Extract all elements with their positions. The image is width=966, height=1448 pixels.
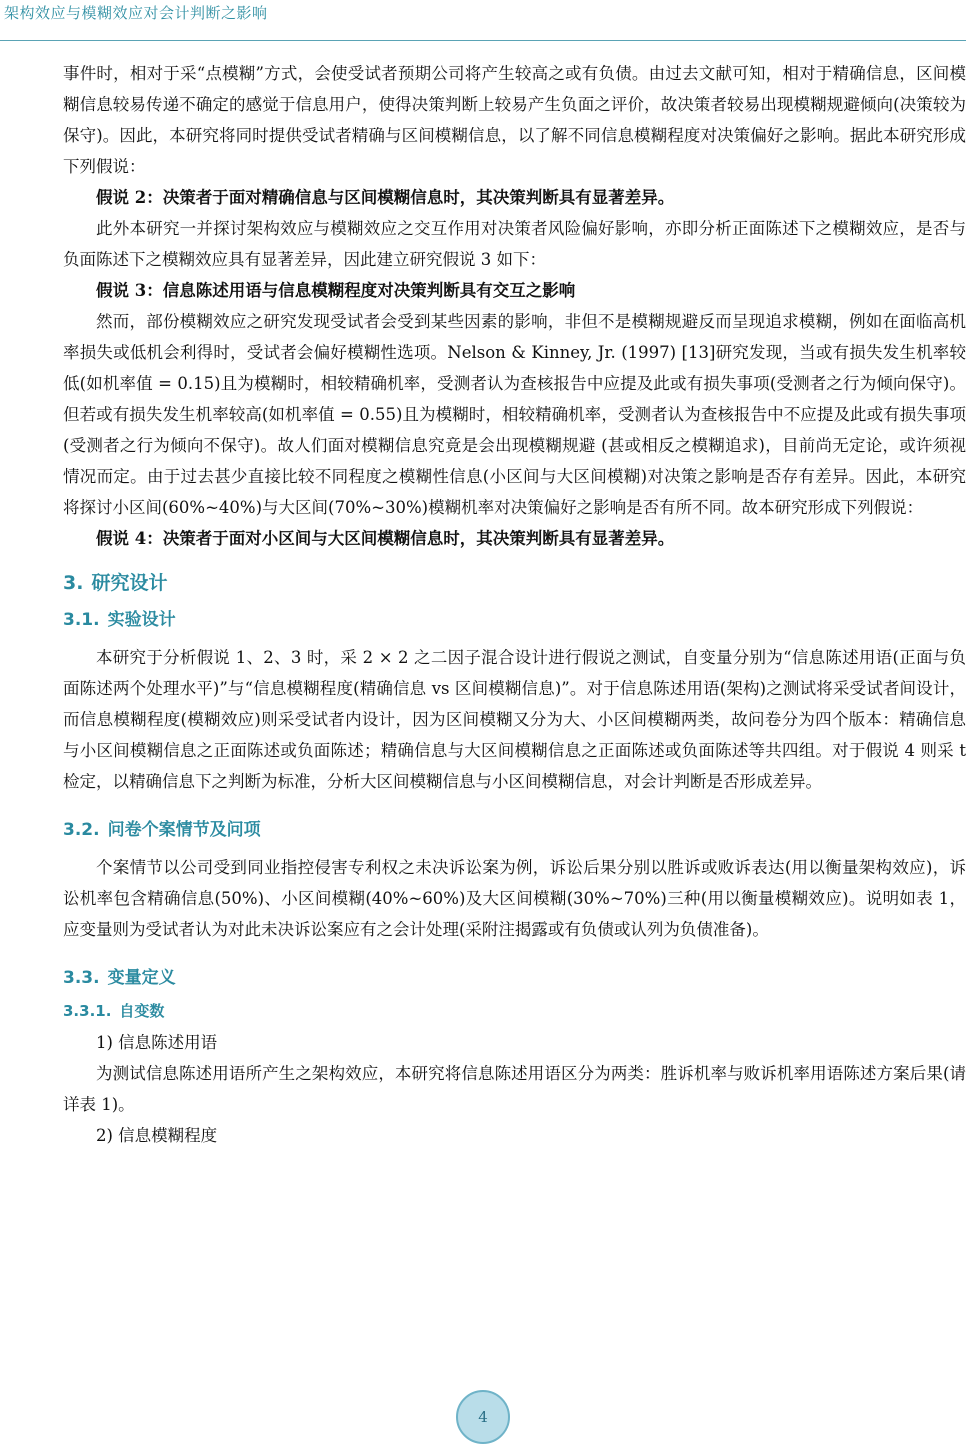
page-number-badge xyxy=(456,1390,510,1444)
paragraph: 为测试信息陈述用语所产生之架构效应，本研究将信息陈述用语区分为两类：胜诉机率与败诉机率用语陈述方案后果(请详表 1)。 xyxy=(63,1064,966,1114)
paragraph: 此外本研究一并探讨架构效应与模糊效应之交互作用对决策者风险偏好影响，亦即分析正面陈述下之模糊效应，是否与负面陈述下之模糊效应具有显著差异，因此建立研究假说 3 如下： xyxy=(63,219,966,269)
section-title: 自变数 xyxy=(119,1002,165,1020)
hypothesis-2: 假说 2：决策者于面对精确信息与区间模糊信息时，其决策判断具有显著差异。 xyxy=(96,188,675,207)
paragraph: 然而，部份模糊效应之研究发现受试者会受到某些因素的影响，非但不是模糊规避反而呈现追求模糊，例如在面临高机率损失或低机会利得时，受试者会偏好模糊性选项。Nelson & Kinney, Jr. (1997) [13]研究发现，当或有损失发生机率较低(如机率值 = 0.15)且为模糊时，相较精确机率，受测者认为查核报告中应提及此或有损失事项(受测者之行为倾向保守)。但若或有损失发生机率较高(如机率值 = 0.55)且为模糊时，相较精确机率，受测者认为查核报告中不应提及此或有损失事项(受测者之行为倾向不保守)。故人们面对模糊信息究竟是会出现模糊规避 (甚或相反之模糊追求)，目前尚无定论，或许须视情况而定。由于过去甚少直接比较不同程度之模糊性信息(小区间与大区间模糊)对决策之影响是否存有差异。因此，本研究将探讨小区间(60%~40%)与大区间(70%~30%)模糊机率对决策偏好之影响是否有所不同。故本研究形成下列假说： xyxy=(63,312,966,517)
section-heading-3-1 xyxy=(63,605,966,630)
hypothesis-3: 假说 3：信息陈述用语与信息模糊程度对决策判断具有交互之影响 xyxy=(96,281,576,300)
section-number: 3.2. xyxy=(63,820,100,840)
section-number: 3.3.1. xyxy=(63,1002,112,1020)
list-item: 2) 信息模糊程度 xyxy=(96,1126,218,1145)
paragraph: 本研究于分析假说 1、2、3 时，采 2 × 2 之二因子混合设计进行假说之测试，自变量分别为“信息陈述用语(正面与负面陈述两个处理水平)”与“信息模糊程度(精确信息 vs 区间模糊信息)”。对于信息陈述用语(架构)之测试将采受试者间设计，而信息模糊程度(模糊效应)则采受试者内设计，因为区间模糊又分为大、小区间模糊两类，故问卷分为四个版本：精确信息与小区间模糊信息之正面陈述或负面陈述；精确信息与大区间模糊信息之正面陈述或负面陈述等共四组。对于假说 4 则采 t 检定，以精确信息下之判断为标准，分析大区间模糊信息与小区间模糊信息，对会计判断是否形成差异。 xyxy=(63,648,966,791)
page-number: 4 xyxy=(478,1408,488,1426)
paragraph: 事件时，相对于采“点模糊”方式，会使受试者预期公司将产生较高之或有负债。由过去文献可知，相对于精确信息，区间模糊信息较易传递不确定的感觉于信息用户，使得决策判断上较易产生负面之评价，故决策者较易出现模糊规避倾向(决策较为保守)。因此，本研究将同时提供受试者精确与区间模糊信息，以了解不同信息模糊程度对决策偏好之影响。据此本研究形成下列假说： xyxy=(63,64,966,176)
section-heading-3 xyxy=(63,568,966,595)
section-heading-3-3-1 xyxy=(63,1000,966,1021)
section-title: 实验设计 xyxy=(107,610,176,630)
list-item: 1) 信息陈述用语 xyxy=(96,1033,218,1052)
hypothesis-4: 假说 4：决策者于面对小区间与大区间模糊信息时，其决策判断具有显著差异。 xyxy=(96,529,675,548)
section-heading-3-2 xyxy=(63,815,966,840)
running-header-title: 架构效应与模糊效应对会计判断之影响 xyxy=(4,4,268,22)
running-header xyxy=(0,0,966,41)
section-number: 3.3. xyxy=(63,968,100,988)
page-body xyxy=(63,58,966,1151)
paragraph: 个案情节以公司受到同业指控侵害专利权之未决诉讼案为例，诉讼后果分别以胜诉或败诉表达(用以衡量架构效应)，诉讼机率包含精确信息(50%)、小区间模糊(40%~60%)及大区间模糊(30%~70%)三种(用以衡量模糊效应)。说明如表 1，应变量则为受试者认为对此未决诉讼案应有之会计处理(采附注揭露或有负债或认列为负债准备)。 xyxy=(63,858,966,939)
section-title: 研究设计 xyxy=(91,572,168,594)
section-number: 3.1. xyxy=(63,610,100,630)
section-title: 问卷个案情节及问项 xyxy=(107,820,261,840)
section-number: 3. xyxy=(63,572,84,594)
section-heading-3-3 xyxy=(63,963,966,988)
section-title: 变量定义 xyxy=(107,968,176,988)
